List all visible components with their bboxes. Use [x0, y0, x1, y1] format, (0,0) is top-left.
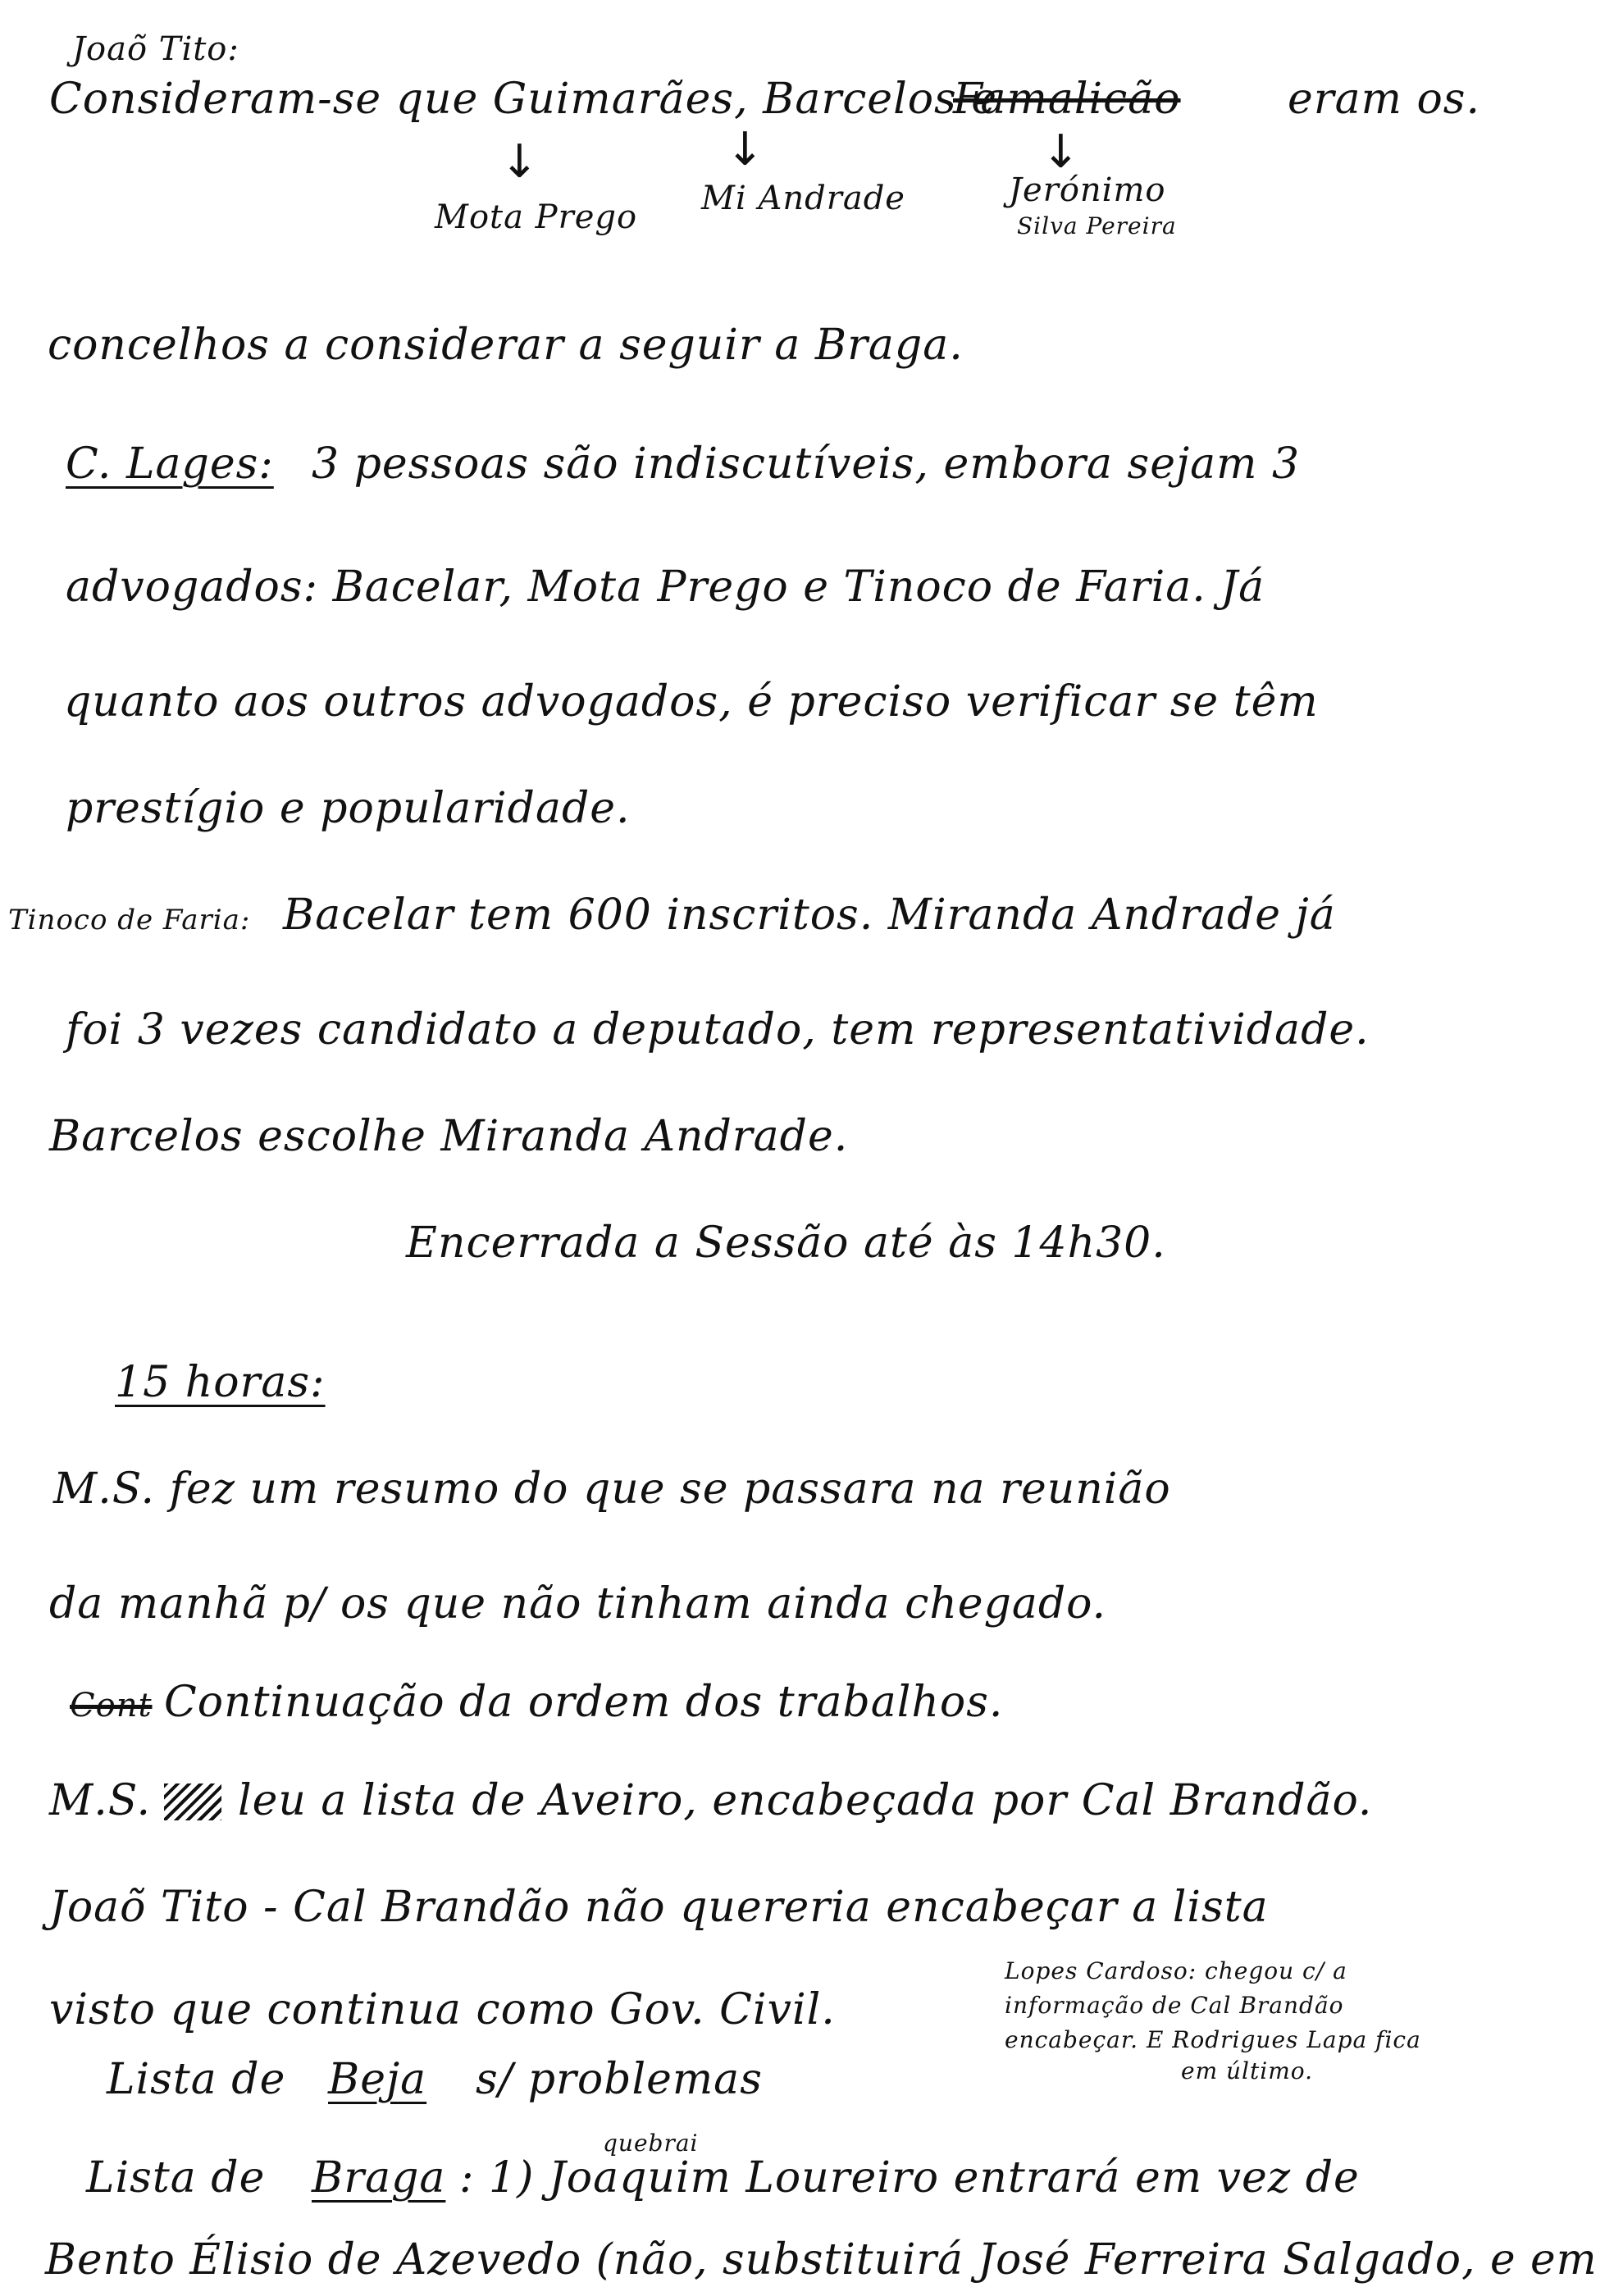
line-encerrada-sessao: Encerrada a Sessão até às 14h30.	[406, 1219, 1166, 1268]
line-candidato: foi 3 vezes candidato a deputado, tem representatividade.	[66, 1005, 1370, 1055]
word-eram-os: eram os.	[1288, 75, 1480, 124]
line-joao-tito-cal-brandao: Joaõ Tito - Cal Brandão não quereria encabeçar a lista	[49, 1883, 1269, 1932]
heading-15-horas: 15 horas:	[115, 1358, 326, 1407]
line-three-people: 3 pessoas são indiscutíveis, embora sejam 3	[312, 440, 1301, 489]
line-advogados: advogados: Bacelar, Mota Prego e Tinoco de Faria. Já	[66, 563, 1265, 612]
line-lista-de-2: Lista de	[86, 2153, 266, 2203]
speaker-ms: M.S.	[49, 1776, 152, 1825]
struck-word-cont: Cont	[70, 1687, 153, 1724]
line-considered-towns: Consideram-se que Guimarães, Barcelos e	[49, 75, 998, 124]
line-bacelar-inscritos: Bacelar tem 600 inscritos. Miranda Andrade já	[283, 891, 1336, 940]
interlinear-quebrai: quebrai	[603, 2130, 699, 2157]
name-silva-pereira: Silva Pereira	[1017, 212, 1177, 239]
word-beja: Beja	[328, 2055, 427, 2104]
name-mota-prego: Mota Prego	[435, 198, 638, 236]
line-continuacao: Continuação da ordem dos trabalhos.	[164, 1678, 1004, 1727]
word-famalicao: Famalicão	[953, 75, 1181, 124]
margin-note-line-2: informação de Cal Brandão	[1005, 1992, 1344, 2019]
line-sem-problemas: s/ problemas	[476, 2055, 763, 2104]
down-arrow-icon: ↓	[726, 123, 764, 176]
line-gov-civil: visto que continua como Gov. Civil.	[49, 1985, 836, 2034]
speaker-tinoco-de-faria: Tinoco de Faria:	[8, 904, 251, 936]
line-leu-lista-aveiro: leu a lista de Aveiro, encabeçada por Cal Brandão.	[238, 1776, 1373, 1825]
crossed-out-scribble	[164, 1784, 221, 1820]
name-jeronimo: Jerónimo	[1009, 171, 1166, 209]
line-bento-elisio: Bento Élisio de Azevedo (não, substituirá José Ferreira Salgado, e em	[45, 2235, 1598, 2285]
speaker-joao-tito-heading: Joaõ Tito:	[72, 30, 239, 68]
name-mi-andrade: Mi Andrade	[701, 180, 905, 217]
line-joaquim-loureiro: : 1) Joaquim Loureiro entrará em vez de	[459, 2153, 1360, 2203]
word-braga: Braga	[312, 2153, 446, 2203]
line-prestigio: prestígio e popularidade.	[66, 784, 631, 833]
margin-note-line-4: em último.	[1181, 2057, 1314, 2084]
line-lista-de: Lista de	[107, 2055, 286, 2104]
line-quanto: quanto aos outros advogados, é preciso verificar se têm	[64, 677, 1319, 727]
margin-note-line-3: encabeçar. E Rodrigues Lapa fica	[1005, 2026, 1421, 2053]
line-concelhos: concelhos a considerar a seguir a Braga.	[48, 321, 964, 370]
down-arrow-icon: ↓	[1042, 125, 1080, 179]
down-arrow-icon: ↓	[500, 135, 539, 189]
line-da-manha: da manhã p/ os que não tinham ainda chegado.	[49, 1579, 1107, 1629]
margin-note-line-1: Lopes Cardoso: chegou c/ a	[1005, 1957, 1347, 1984]
line-ms-resumo: M.S. fez um resumo do que se passara na reunião	[53, 1465, 1171, 1514]
speaker-c-lages: C. Lages:	[66, 440, 274, 489]
line-barcelos-escolhe: Barcelos escolhe Miranda Andrade.	[49, 1112, 849, 1161]
